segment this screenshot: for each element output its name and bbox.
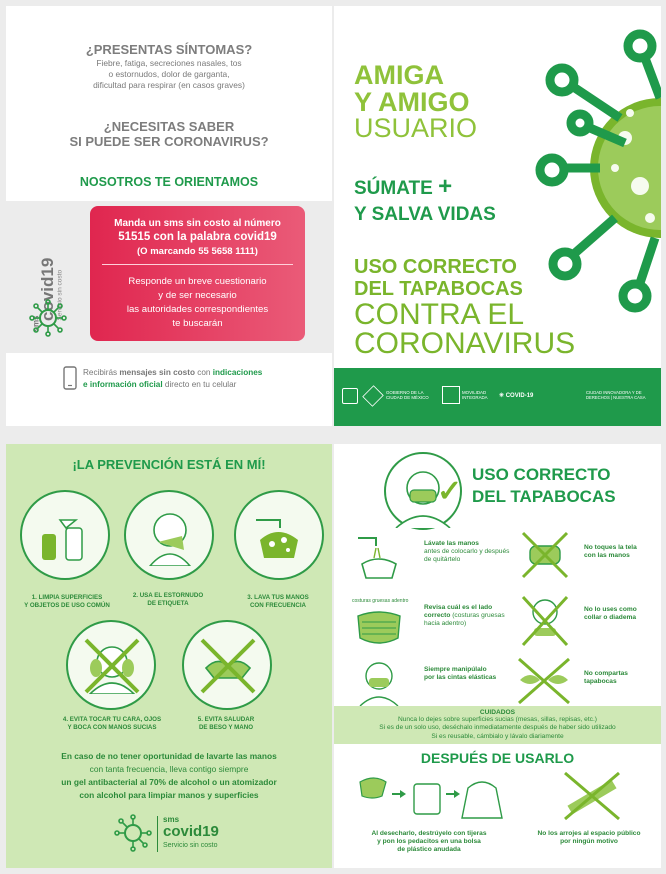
coronavirus-illustration	[530, 18, 661, 328]
rule-no-share: No compartas tapabocas	[584, 670, 628, 686]
handwash-icon	[250, 510, 308, 562]
mobility-logo	[442, 386, 460, 404]
logo-service: Servicio sin costo	[163, 842, 218, 849]
logo-covid19: covid19	[163, 823, 219, 840]
rule-no-touch: No toques la tela con las manos	[584, 544, 637, 560]
face-touch-icon	[84, 638, 140, 694]
sms-vertical-sub: Servicio sin costo	[56, 269, 64, 321]
no-collar-icon	[520, 594, 570, 648]
no-littering-icon	[562, 770, 622, 822]
clean-spray-icon	[36, 514, 96, 564]
symptoms-list: Fiebre, fatiga, secreciones nasales, tos o estornudos, dolor de garganta, dificultad para respirar (en casos graves)	[93, 58, 245, 90]
title-y-amigo: Y AMIGO	[354, 87, 470, 117]
government-bar	[334, 368, 661, 426]
front-panel-right	[334, 6, 661, 426]
sms-line2: 51515 con la palabra covid19	[118, 231, 277, 243]
rule-no-collar: No lo uses como collar o diadema	[584, 606, 637, 622]
after-left-text: Al desecharlo, destrúyelo con tijeras y pon los pedacitos en una bolsa de plástico anudada	[371, 830, 487, 854]
sms-line3: (O marcando 55 5658 1111)	[137, 246, 258, 257]
cdmx-logo	[342, 388, 358, 404]
check-icon: ✓	[437, 475, 463, 508]
sms-body: Responde un breve cuestionario y de ser necesario las autoridades correspondientes te buscarán	[126, 276, 269, 329]
prevention-label-2: 2. USA EL ESTORNUDO DE ETIQUETA	[132, 592, 204, 607]
advice-text: En caso de no tener oportunidad de lavarte las manos con tanta frecuencia, lleva contigo siempre un gel antibacterial al 70% de alcohol o un atomizador con alcohol para limpiar manos y superficies	[61, 751, 277, 800]
sms-vertical-top: sms	[31, 315, 41, 332]
covid-text: ✳ COVID-19	[499, 393, 534, 399]
no-share-icon	[516, 656, 572, 706]
prevention-label-3: 3. LAVA TUS MANOS CON FRECUENCIA	[247, 594, 309, 609]
virus-logo-icon	[114, 814, 152, 852]
prevention-label-5: 5. EVITA SALUDAR DE BESO Y MANO	[197, 716, 255, 731]
mask-title: USO CORRECTO DEL TAPABOCAS	[472, 465, 616, 506]
mask-panel	[334, 444, 661, 868]
prevention-label-4: 4. EVITA TOCAR TU CARA, OJOS Y BOCA CON MANOS SUCIAS	[62, 716, 162, 731]
title-usuario: USUARIO	[354, 113, 478, 143]
join-line: SÚMATE +	[354, 173, 453, 200]
mobility-text: MOVILIDAD INTEGRADA	[462, 390, 488, 400]
use-line-a: USO CORRECTO	[354, 256, 517, 278]
rule-check-side: Revisa cuál es el lado correcto (costuras gruesas hacia adentro)	[424, 604, 505, 628]
mask-inside-icon	[354, 608, 404, 648]
virus-icon	[29, 299, 67, 337]
handwash-rule-icon	[354, 532, 404, 582]
rule-wash-hands: Lávate las manos antes de colocarlo y después de quitártelo	[424, 540, 510, 564]
orient-heading: NOSOTROS TE ORIENTAMOS	[79, 175, 259, 189]
sms-line1: Manda un sms sin costo al número	[114, 218, 281, 229]
know-question: ¿NECESITAS SABER SI PUEDE SER CORONAVIRUS?	[69, 119, 269, 149]
symptoms-question: ¿PRESENTAS SÍNTOMAS?	[85, 42, 253, 57]
sneeze-face-icon	[144, 508, 196, 566]
sms-divider	[102, 264, 293, 265]
prevention-panel	[6, 444, 332, 868]
title-amiga: AMIGA	[354, 60, 444, 90]
after-use-title: DESPUÉS DE USARLO	[420, 750, 575, 766]
care-band	[334, 706, 661, 744]
sms-vertical-main: covid19	[38, 257, 57, 321]
elastic-handling-icon	[354, 656, 404, 706]
care-title: CUIDADOS	[479, 709, 516, 716]
after-right-text: No los arrojes al espacio público por ningún motivo	[537, 830, 641, 846]
prevention-label-1: 1. LIMPIA SUPERFICIES Y OBJETOS DE USO COMÚN	[24, 594, 110, 609]
care-lines: Nunca lo dejes sobre superficies sucias (mesas, sillas, repisas, etc.) Si es de un solo uso, deséchalo inmediatamente después de haber sido utilizado Si es reusable, cámbialo y lávalo diariamente	[379, 716, 616, 740]
rule-elastics: Siempre manipúlalo por las cintas elásticas	[424, 666, 497, 682]
seams-note: costuras gruesas adentro	[352, 598, 409, 604]
cdmx-seal	[362, 385, 383, 406]
sms-vertical-logo	[28, 211, 68, 331]
front-panel-left	[6, 6, 332, 426]
sms-instructions-box	[90, 206, 305, 341]
no-touch-fabric-icon	[520, 530, 570, 580]
use-line-b: DEL TAPABOCAS	[354, 278, 523, 300]
logo-divider	[157, 816, 158, 852]
against-line-a: CONTRA EL	[354, 298, 525, 331]
footer-note: Recibirás mensajes sin costo con indicaciones e información oficial directo en tu celular	[83, 368, 263, 389]
gov-text: GOBIERNO DE LA CIUDAD DE MÉXICO	[386, 390, 429, 400]
against-line-b: CORONAVIRUS	[354, 327, 576, 360]
prevention-title: ¡LA PREVENCIÓN ESTÁ EN MÍ!	[72, 457, 266, 472]
handshake-icon	[200, 638, 256, 694]
phone-icon	[63, 366, 77, 390]
join-line-b: Y SALVA VIDAS	[354, 204, 496, 225]
city-slogan: CIUDAD INNOVADORA Y DE DERECHOS | NUESTRA CASA	[586, 390, 646, 400]
dispose-sequence-icon	[356, 770, 516, 822]
logo-sms: sms	[163, 815, 180, 824]
